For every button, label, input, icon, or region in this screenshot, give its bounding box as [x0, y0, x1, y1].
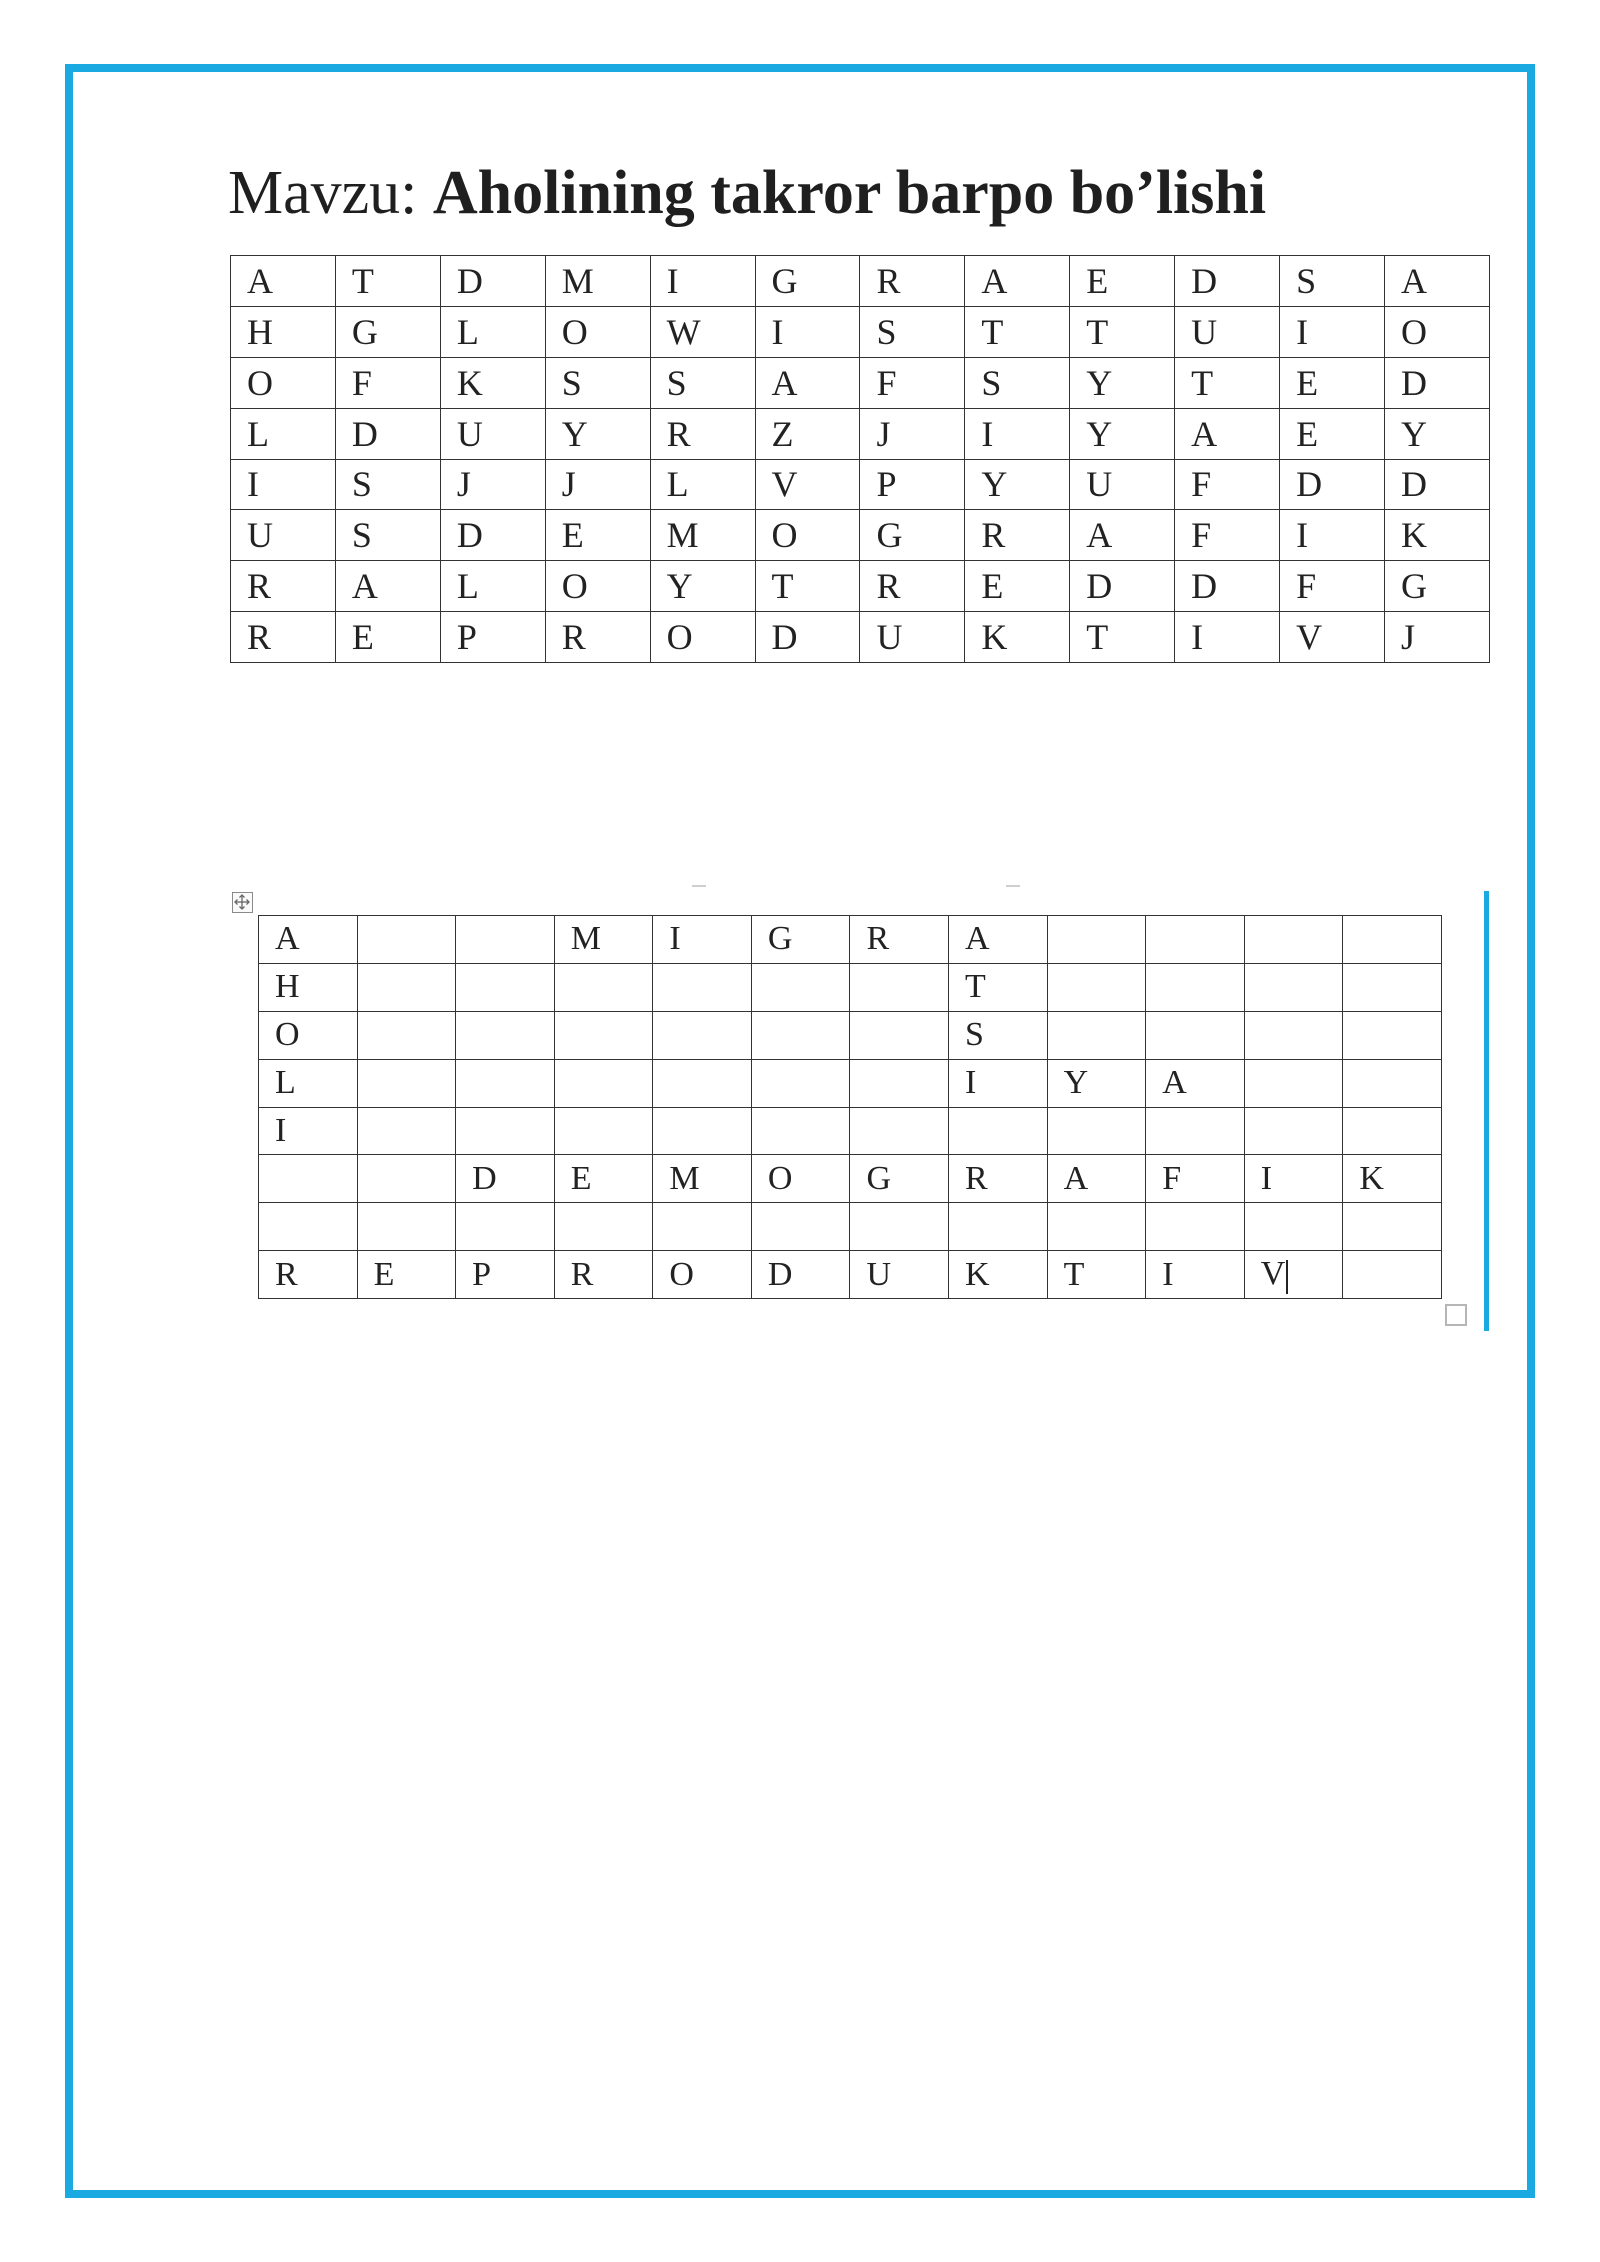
answer-cell[interactable]: [1047, 1107, 1146, 1155]
grid-cell: T: [1070, 306, 1175, 357]
grid-cell: O: [650, 612, 755, 663]
answer-cell[interactable]: G: [850, 1155, 949, 1203]
grid-cell: O: [755, 510, 860, 561]
answer-row: [259, 916, 1442, 964]
answer-cell[interactable]: A: [259, 916, 358, 964]
answer-cell[interactable]: [1343, 1059, 1442, 1107]
grid-cell: J: [440, 459, 545, 510]
grid-cell: Y: [1070, 408, 1175, 459]
grid-cell: U: [1070, 459, 1175, 510]
answer-cell[interactable]: [1047, 1203, 1146, 1251]
grid-cell: R: [545, 612, 650, 663]
grid-cell: P: [860, 459, 965, 510]
answer-row: [259, 963, 1442, 1011]
grid-row: [231, 306, 1490, 357]
grid-cell: I: [965, 408, 1070, 459]
grid-cell: D: [1175, 256, 1280, 307]
grid-cell: Y: [650, 561, 755, 612]
answer-cell[interactable]: [653, 1203, 752, 1251]
grid-cell: Z: [755, 408, 860, 459]
grid-cell: M: [650, 510, 755, 561]
answer-cell[interactable]: I: [1244, 1155, 1343, 1203]
answer-cell[interactable]: [1244, 1059, 1343, 1107]
answer-cell[interactable]: [1146, 963, 1245, 1011]
grid-cell: D: [1384, 459, 1489, 510]
grid-cell: S: [335, 459, 440, 510]
grid-cell: I: [1175, 612, 1280, 663]
answer-cell[interactable]: [554, 1203, 653, 1251]
grid-row: [231, 612, 1490, 663]
answer-cell[interactable]: [357, 1059, 456, 1107]
grid-cell: S: [650, 357, 755, 408]
grid-cell: G: [335, 306, 440, 357]
answer-cell[interactable]: L: [259, 1059, 358, 1107]
answer-cell[interactable]: [751, 1203, 850, 1251]
answer-cell[interactable]: M: [554, 916, 653, 964]
grid-cell: E: [965, 561, 1070, 612]
grid-cell: U: [231, 510, 336, 561]
answer-cell[interactable]: [1343, 1203, 1442, 1251]
answer-cell[interactable]: [259, 1155, 358, 1203]
grid-row: [231, 561, 1490, 612]
answer-cell[interactable]: F: [1146, 1155, 1245, 1203]
grid-cell: J: [545, 459, 650, 510]
grid-cell: F: [1175, 510, 1280, 561]
grid-row: [231, 256, 1490, 307]
grid-cell: H: [231, 306, 336, 357]
answer-cell[interactable]: [554, 1059, 653, 1107]
answer-cell[interactable]: R: [259, 1251, 358, 1299]
answer-cell[interactable]: [1244, 916, 1343, 964]
grid-cell: E: [1070, 256, 1175, 307]
grid-cell: D: [440, 510, 545, 561]
grid-cell: F: [860, 357, 965, 408]
grid-cell: S: [860, 306, 965, 357]
answer-cell[interactable]: [653, 1107, 752, 1155]
grid-cell: W: [650, 306, 755, 357]
answer-cell[interactable]: [1244, 1107, 1343, 1155]
answer-cell[interactable]: [554, 1107, 653, 1155]
grid-cell: Y: [965, 459, 1070, 510]
answer-cell[interactable]: D: [751, 1251, 850, 1299]
grid-cell: D: [1070, 561, 1175, 612]
grid-cell: A: [231, 256, 336, 307]
answer-cell[interactable]: [456, 963, 555, 1011]
answer-cell[interactable]: R: [850, 916, 949, 964]
grid-cell: D: [755, 612, 860, 663]
answer-cell[interactable]: [259, 1203, 358, 1251]
grid-cell: E: [335, 612, 440, 663]
answer-cell[interactable]: [1047, 963, 1146, 1011]
answer-cell[interactable]: [357, 1107, 456, 1155]
grid-cell: K: [440, 357, 545, 408]
answer-cell[interactable]: M: [653, 1155, 752, 1203]
answer-row: [259, 1011, 1442, 1059]
answer-cell[interactable]: H: [259, 963, 358, 1011]
answer-cell[interactable]: [1146, 916, 1245, 964]
answer-cell[interactable]: D: [456, 1155, 555, 1203]
grid-cell: A: [1070, 510, 1175, 561]
answer-cell[interactable]: [1343, 1107, 1442, 1155]
answer-cell[interactable]: P: [456, 1251, 555, 1299]
grid-cell: L: [231, 408, 336, 459]
grid-cell: S: [335, 510, 440, 561]
title-prefix: Mavzu:: [228, 159, 433, 227]
answer-cell[interactable]: [554, 963, 653, 1011]
grid-cell: G: [1384, 561, 1489, 612]
answer-cell[interactable]: [1244, 1011, 1343, 1059]
grid-cell: R: [860, 561, 965, 612]
answer-cell[interactable]: G: [751, 916, 850, 964]
answer-cell[interactable]: [949, 1107, 1048, 1155]
answer-cell[interactable]: S: [949, 1011, 1048, 1059]
grid-cell: D: [1280, 459, 1385, 510]
answer-row: [259, 1251, 1442, 1299]
answer-cell[interactable]: [357, 916, 456, 964]
grid-cell: A: [755, 357, 860, 408]
answer-cell[interactable]: [1146, 1203, 1245, 1251]
grid-cell: I: [1280, 306, 1385, 357]
answer-cell[interactable]: K: [949, 1251, 1048, 1299]
grid-cell: L: [650, 459, 755, 510]
answer-cell[interactable]: [357, 1155, 456, 1203]
answer-cell[interactable]: [1244, 963, 1343, 1011]
answer-cell[interactable]: V: [1244, 1251, 1343, 1299]
answer-cell[interactable]: R: [554, 1251, 653, 1299]
grid-cell: U: [440, 408, 545, 459]
grid-cell: V: [755, 459, 860, 510]
answer-cell[interactable]: [850, 963, 949, 1011]
answer-cell[interactable]: I: [1146, 1251, 1245, 1299]
answer-cell[interactable]: I: [259, 1107, 358, 1155]
grid-cell: U: [1175, 306, 1280, 357]
grid-cell: J: [1384, 612, 1489, 663]
grid-cell: G: [860, 510, 965, 561]
grid-cell: R: [965, 510, 1070, 561]
grid-cell: P: [440, 612, 545, 663]
answer-cell[interactable]: [1146, 1107, 1245, 1155]
grid-cell: S: [545, 357, 650, 408]
grid-cell: O: [231, 357, 336, 408]
answer-cell[interactable]: [1343, 1011, 1442, 1059]
grid-cell: A: [1175, 408, 1280, 459]
answer-cell[interactable]: [1146, 1011, 1245, 1059]
table-move-handle-icon[interactable]: [232, 892, 253, 913]
answer-cell[interactable]: [751, 963, 850, 1011]
grid-cell: S: [965, 357, 1070, 408]
grid-cell: M: [545, 256, 650, 307]
answer-cell[interactable]: O: [751, 1155, 850, 1203]
grid-cell: L: [440, 306, 545, 357]
grid-cell: D: [440, 256, 545, 307]
answer-cell[interactable]: [653, 1059, 752, 1107]
grid-cell: I: [1280, 510, 1385, 561]
grid-cell: A: [965, 256, 1070, 307]
text-cursor: [1286, 1260, 1288, 1294]
answer-row: [259, 1203, 1442, 1251]
grid-cell: K: [965, 612, 1070, 663]
answer-cell[interactable]: [1343, 963, 1442, 1011]
grid-cell: R: [231, 612, 336, 663]
grid-cell: Y: [1384, 408, 1489, 459]
answer-cell[interactable]: [751, 1059, 850, 1107]
answer-cell[interactable]: [456, 916, 555, 964]
grid-cell: K: [1384, 510, 1489, 561]
answer-cell[interactable]: I: [949, 1059, 1048, 1107]
answer-row: [259, 1107, 1442, 1155]
grid-cell: Y: [1070, 357, 1175, 408]
table-resize-handle-icon[interactable]: [1445, 1304, 1467, 1326]
answer-cell[interactable]: U: [850, 1251, 949, 1299]
answer-cell[interactable]: [357, 963, 456, 1011]
answer-cell[interactable]: E: [357, 1251, 456, 1299]
grid-row: [231, 510, 1490, 561]
grid-cell: E: [1280, 357, 1385, 408]
answer-cell[interactable]: [1343, 916, 1442, 964]
answer-cell[interactable]: R: [949, 1155, 1048, 1203]
answer-cell[interactable]: [456, 1107, 555, 1155]
ruler-tick: [692, 885, 706, 887]
grid-cell: E: [1280, 408, 1385, 459]
answer-cell[interactable]: [1047, 1011, 1146, 1059]
answer-cell[interactable]: [850, 1203, 949, 1251]
grid-cell: I: [231, 459, 336, 510]
grid-cell: D: [1175, 561, 1280, 612]
answer-cell[interactable]: I: [653, 916, 752, 964]
answer-cell[interactable]: [850, 1107, 949, 1155]
answer-cell[interactable]: [850, 1011, 949, 1059]
answer-cell[interactable]: [456, 1059, 555, 1107]
answer-cell[interactable]: O: [653, 1251, 752, 1299]
grid-cell: J: [860, 408, 965, 459]
grid-cell: R: [231, 561, 336, 612]
answer-cell[interactable]: [357, 1203, 456, 1251]
answer-cell[interactable]: [554, 1011, 653, 1059]
grid-cell: D: [335, 408, 440, 459]
answer-cell[interactable]: [456, 1011, 555, 1059]
answer-grid[interactable]: [258, 915, 1442, 1299]
grid-cell: R: [860, 256, 965, 307]
answer-cell[interactable]: [653, 1011, 752, 1059]
answer-cell[interactable]: A: [1146, 1059, 1245, 1107]
grid-cell: O: [545, 561, 650, 612]
answer-cell[interactable]: [1047, 916, 1146, 964]
grid-cell: A: [1384, 256, 1489, 307]
grid-row: [231, 459, 1490, 510]
answer-cell[interactable]: T: [1047, 1251, 1146, 1299]
grid-cell: E: [545, 510, 650, 561]
grid-cell: Y: [545, 408, 650, 459]
grid-cell: A: [335, 561, 440, 612]
answer-cell[interactable]: T: [949, 963, 1048, 1011]
grid-cell: T: [335, 256, 440, 307]
grid-cell: I: [650, 256, 755, 307]
answer-cell[interactable]: [357, 1011, 456, 1059]
answer-row: [259, 1059, 1442, 1107]
grid-cell: O: [545, 306, 650, 357]
title-topic: Aholining takror barpo bo’lishi: [432, 159, 1267, 227]
ruler-tick: [1006, 885, 1020, 887]
answer-cell[interactable]: O: [259, 1011, 358, 1059]
answer-cell[interactable]: [1343, 1251, 1442, 1299]
grid-cell: T: [965, 306, 1070, 357]
grid-cell: G: [755, 256, 860, 307]
grid-cell: R: [650, 408, 755, 459]
answer-cell[interactable]: [850, 1059, 949, 1107]
answer-cell[interactable]: [949, 1203, 1048, 1251]
answer-cell[interactable]: A: [949, 916, 1048, 964]
answer-cell[interactable]: [1244, 1203, 1343, 1251]
grid-cell: F: [1280, 561, 1385, 612]
grid-cell: T: [1070, 612, 1175, 663]
selection-bar: [1484, 891, 1489, 1331]
grid-cell: L: [440, 561, 545, 612]
grid-cell: U: [860, 612, 965, 663]
answer-row: [259, 1155, 1442, 1203]
grid-cell: O: [1384, 306, 1489, 357]
word-search-grid: [230, 255, 1490, 663]
grid-cell: I: [755, 306, 860, 357]
grid-cell: F: [335, 357, 440, 408]
answer-cell[interactable]: Y: [1047, 1059, 1146, 1107]
grid-cell: S: [1280, 256, 1385, 307]
page-title: [228, 148, 1266, 238]
grid-row: [231, 408, 1490, 459]
grid-cell: F: [1175, 459, 1280, 510]
answer-cell[interactable]: [751, 1107, 850, 1155]
answer-cell[interactable]: A: [1047, 1155, 1146, 1203]
grid-row: [231, 357, 1490, 408]
answer-cell[interactable]: [653, 963, 752, 1011]
answer-cell[interactable]: E: [554, 1155, 653, 1203]
answer-cell[interactable]: K: [1343, 1155, 1442, 1203]
grid-cell: V: [1280, 612, 1385, 663]
grid-cell: T: [1175, 357, 1280, 408]
grid-cell: T: [755, 561, 860, 612]
grid-cell: D: [1384, 357, 1489, 408]
answer-cell[interactable]: [751, 1011, 850, 1059]
answer-cell[interactable]: [456, 1203, 555, 1251]
